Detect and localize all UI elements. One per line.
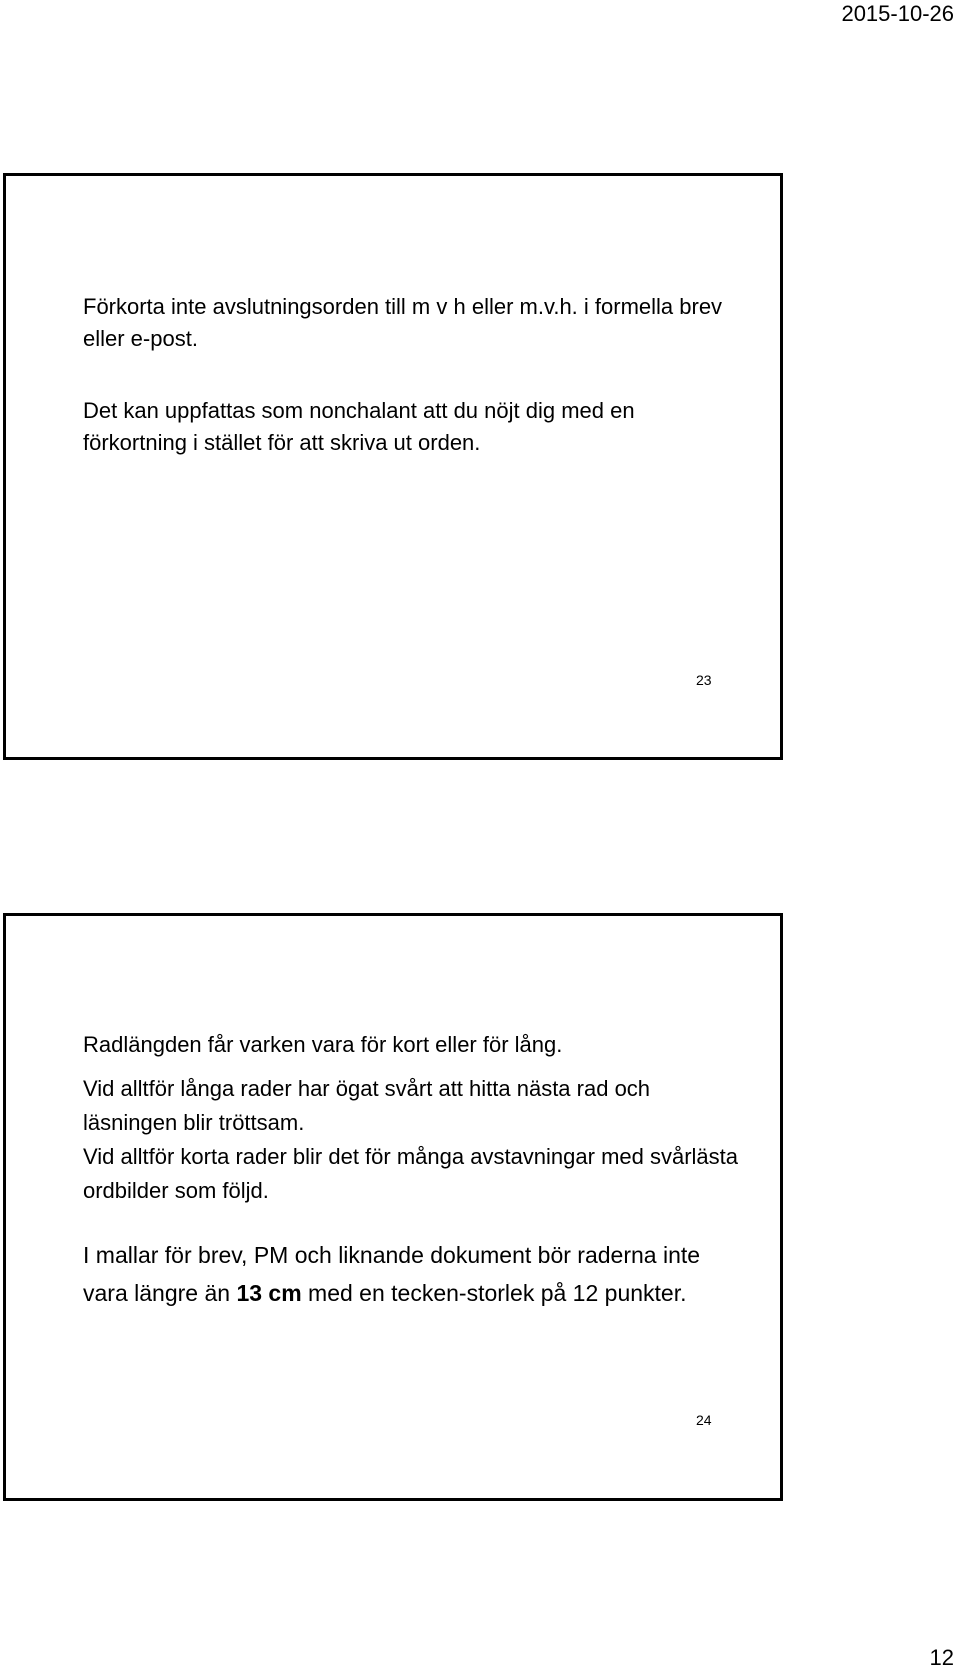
slide-23 [3,173,783,760]
slide-number: 24 [696,1412,712,1428]
slide-23-paragraph-2: Det kan uppfattas som nonchalant att du nöjt dig med en förkortning i stället för att skriva ut orden. [83,398,635,455]
slide-24-text [83,1028,740,1312]
slide-24-paragraph-4 [83,1236,740,1312]
slide-24-paragraph-3: Vid alltför korta rader blir det för många avstavningar med svårlästa ordbilder som följd. [83,1144,739,1203]
slide-23-text [83,291,740,459]
slide-24 [3,913,783,1501]
slide-24-paragraph-2: Vid alltför långa rader har ögat svårt att hitta nästa rad och läsningen blir tröttsam. [83,1076,651,1135]
slide-23-paragraph-1: Förkorta inte avslutningsorden till m v h eller m.v.h. i formella brev eller e-post. [83,294,723,351]
slide-24-paragraph-1: Radlängden får varken vara för kort eller för lång. [83,1032,563,1057]
paragraph-text-after: med en tecken-storlek på 12 punkter. [301,1280,687,1306]
pdf-page-number: 12 [929,1645,954,1670]
page-date: 2015-10-26 [841,1,954,26]
slide-number: 23 [696,672,712,688]
emphasis-measure: 13 cm [236,1280,302,1306]
paragraph-text-before: I mallar för brev, PM och liknande dokument bör raderna inte vara längre än [83,1242,701,1306]
